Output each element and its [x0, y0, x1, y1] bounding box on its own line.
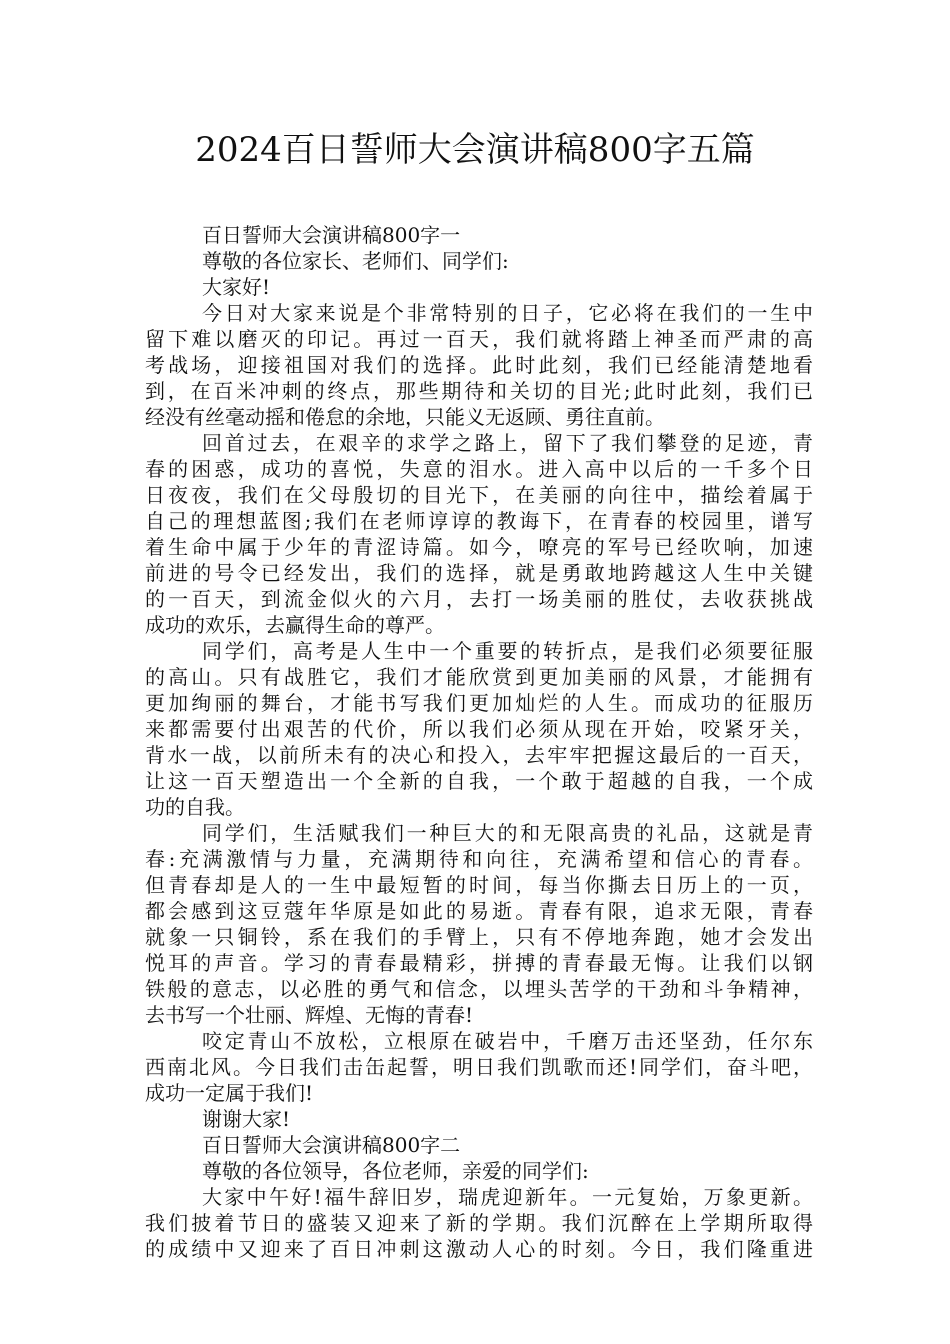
- paragraph-line: 悦耳的声音。学习的青春最精彩，拼搏的青春最无悔。让我们以钢: [145, 951, 813, 975]
- paragraph-line: 春:充满激情与力量，充满期待和向往，充满希望和信心的青春。: [145, 847, 813, 871]
- paragraph-line: 前进的号令已经发出，我们的选择，就是勇敢地跨越这人生中关键: [145, 561, 813, 585]
- paragraph-line: 到，在百米冲刺的终点，那些期待和关切的目光;此时此刻，我们已: [145, 379, 813, 403]
- greeting-line: 大家好!: [202, 275, 271, 299]
- paragraph-line: 留下难以磨灭的印记。再过一百天，我们就将踏上神圣而严肃的高: [145, 327, 813, 351]
- document-title: 2024百日誓师大会演讲稿800字五篇: [195, 130, 755, 170]
- paragraph-line: 大家中午好!福牛辞旧岁，瑞虎迎新年。一元复始，万象更新。: [202, 1185, 813, 1209]
- paragraph-line: 都会感到这豆蔻年华原是如此的易逝。青春有限，追求无限，青春: [145, 899, 813, 923]
- section-heading-2: 百日誓师大会演讲稿800字二: [202, 1133, 461, 1157]
- paragraph-line: 但青春却是人的一生中最短暂的时间，每当你撕去日历上的一页，: [145, 873, 813, 897]
- paragraph-line: 今日对大家来说是个非常特别的日子，它必将在我们的一生中: [202, 301, 813, 325]
- paragraph-line: 的高山。只有战胜它，我们才能欣赏到更加美丽的风景，才能拥有: [145, 665, 813, 689]
- paragraph-line: 背水一战，以前所未有的决心和投入，去牢牢把握这最后的一百天，: [145, 743, 813, 767]
- section-heading-1: 百日誓师大会演讲稿800字一: [202, 223, 461, 247]
- paragraph-line: 功的自我。: [145, 795, 245, 819]
- paragraph-line: 的一百天，到流金似火的六月，去打一场美丽的胜仗，去收获挑战: [145, 587, 813, 611]
- document-body: [145, 222, 813, 1262]
- salutation-line: 尊敬的各位家长、老师们、同学们:: [202, 249, 509, 273]
- paragraph-line: 考战场，迎接祖国对我们的选择。此时此刻，我们已经能清楚地看: [145, 353, 813, 377]
- paragraph-line: 咬定青山不放松，立根原在破岩中，千磨万击还坚劲，任尔东: [202, 1029, 813, 1053]
- paragraph-line: 就象一只铜铃，系在我们的手臂上，只有不停地奔跑，她才会发出: [145, 925, 813, 949]
- paragraph-line: 成功一定属于我们!: [145, 1081, 314, 1105]
- closing-line: 谢谢大家!: [202, 1107, 291, 1131]
- paragraph-line: 西南北风。今日我们击缶起誓，明日我们凯歌而还!同学们，奋斗吧，: [145, 1055, 813, 1079]
- paragraph-line: 的成绩中又迎来了百日冲刺这激动人心的时刻。今日，我们隆重进: [145, 1237, 813, 1261]
- paragraph-line: 铁般的意志，以必胜的勇气和信念，以埋头苦学的干劲和斗争精神，: [145, 977, 813, 1001]
- paragraph-line: 自己的理想蓝图;我们在老师谆谆的教诲下，在青春的校园里，谱写: [145, 509, 813, 533]
- paragraph-line: 同学们，生活赋我们一种巨大的和无限高贵的礼品，这就是青: [202, 821, 813, 845]
- paragraph-line: 来都需要付出艰苦的代价，所以我们必须从现在开始，咬紧牙关，: [145, 717, 813, 741]
- paragraph-line: 回首过去，在艰辛的求学之路上，留下了我们攀登的足迹，青: [202, 431, 813, 455]
- paragraph-line: 同学们，高考是人生中一个重要的转折点，是我们必须要征服: [202, 639, 813, 663]
- salutation-line: 尊敬的各位领导，各位老师，亲爱的同学们:: [202, 1159, 589, 1183]
- paragraph-line: 春的困惑，成功的喜悦，失意的泪水。进入高中以后的一千多个日: [145, 457, 813, 481]
- paragraph-line: 我们披着节日的盛装又迎来了新的学期。我们沉醉在上学期所取得: [145, 1211, 813, 1235]
- paragraph-line: 经没有丝毫动摇和倦怠的余地，只能义无返顾、勇往直前。: [145, 405, 665, 429]
- paragraph-line: 让这一百天塑造出一个全新的自我，一个敢于超越的自我，一个成: [145, 769, 813, 793]
- paragraph-line: 着生命中属于少年的青涩诗篇。如今，嘹亮的军号已经吹响，加速: [145, 535, 813, 559]
- paragraph-line: 成功的欢乐，去赢得生命的尊严。: [145, 613, 445, 637]
- paragraph-line: 去书写一个壮丽、辉煌、无悔的青春!: [145, 1003, 474, 1027]
- paragraph-line: 日夜夜，我们在父母殷切的目光下，在美丽的向往中，描绘着属于: [145, 483, 813, 507]
- paragraph-line: 更加绚丽的舞台，才能书写我们更加灿烂的人生。而成功的征服历: [145, 691, 813, 715]
